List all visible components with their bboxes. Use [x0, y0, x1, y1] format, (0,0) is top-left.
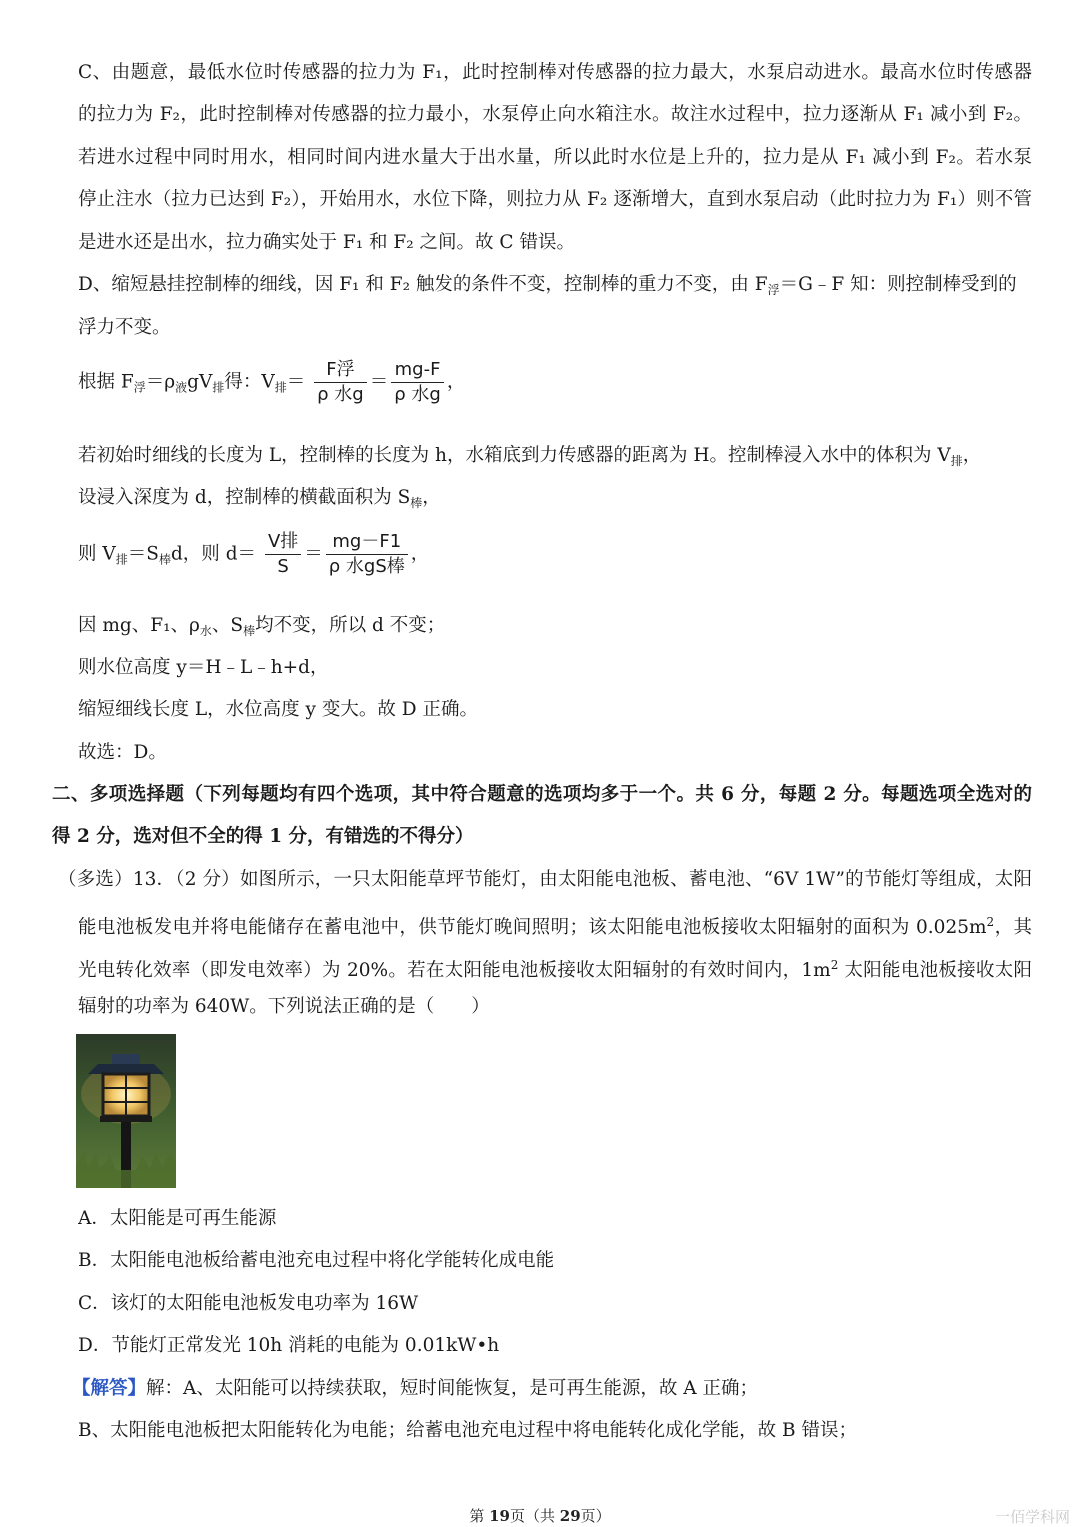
lamp-illustration: [76, 1034, 176, 1188]
text-line-c4: 停止注水（拉力已达到 F₂），开始用水，水位下降，则拉力从 F₂ 逐渐增大，直到水泵启动（此时拉力为 F₁）则不管: [78, 189, 1032, 210]
fraction-3: $\frac{\text{V排}}{S}$: [265, 530, 301, 579]
section-heading-line2: 得 2 分，选对但不全的得 1 分，有错选的不得分）: [52, 826, 474, 847]
page-number: 19: [489, 1507, 510, 1525]
text-line-l4: 则水位高度 y＝H﹣L﹣h+d，: [78, 657, 329, 678]
section-heading-line1: 二、多项选择题（下列每题均有四个选项，其中符合题意的选项均多于一个。共 6 分，每题 2 分。每题选项全选对的: [52, 784, 1032, 805]
answer-line2: B、太阳能电池板把太阳能转化为电能；给蓄电池充电过程中将电能转化成化学能，故 B 错误；: [78, 1420, 857, 1441]
text-line-l6: 故选：D。: [78, 742, 167, 763]
text-line-l5: 缩短细线长度 L，水位高度 y 变大。故 D 正确。: [78, 699, 478, 720]
text-line-c5: 是进水还是出水，拉力确实处于 F₁ 和 F₂ 之间。故 C 错误。: [78, 232, 575, 253]
fraction-1: $\frac{\text{F浮}}{\text{ρ 水g}}$: [314, 358, 367, 407]
answer-line1: 【解答】解：A、太阳能可以持续获取，短时间能恢复，是可再生能源，故 A 正确；: [72, 1378, 758, 1399]
option-a: A．太阳能是可再生能源: [78, 1208, 277, 1229]
option-b: B．太阳能电池板给蓄电池充电过程中将化学能转化成电能: [78, 1250, 555, 1271]
question-line1: （多选）13．（2 分）如图所示，一只太阳能草坪节能灯，由太阳能电池板、蓄电池、“6V 1W”的节能灯等组成，太阳: [58, 869, 1032, 890]
text-line-d2: 浮力不变。: [78, 317, 171, 338]
option-d: D．节能灯正常发光 10h 消耗的电能为 0.01kW•h: [78, 1335, 500, 1356]
answer-tag: 【解答】: [72, 1378, 147, 1399]
question-line3: 光电转化效率（即发电效率）为 20%。若在太阳能电池板接收太阳辐射的有效时间内，$1m^2$ 太阳能电池板接收太阳: [78, 958, 1032, 981]
page-footer: 第 19页（共 29页）: [469, 1507, 611, 1525]
text-line-d1: D、缩短悬挂控制棒的细线，因 F₁ 和 F₂ 触发的条件不变，控制棒的重力不变，由 $F_浮=G﹣F$ 知：则控制棒受到的: [78, 274, 1017, 297]
fraction-4: $\frac{mg-F1}{\text{ρ 水gS棒}}$: [326, 530, 408, 579]
text-line-c3: 若进水过程中同时用水，相同时间内进水量大于出水量，所以此时水位是上升的，拉力是从 F₁ 减小到 F₂。若水泵: [78, 147, 1032, 168]
text-line-l2: 设浸入深度为 d，控制棒的横截面积为 $S_棒$，: [78, 487, 441, 510]
text-line-l3: 因 mg、F₁、$\rho_水$、$S_棒$均不变，所以 d 不变；: [78, 615, 446, 638]
watermark: 一佰学科网: [994, 1508, 1070, 1526]
text-line-c1: C、由题意，最低水位时传感器的拉力为 F₁，此时控制棒对传感器的拉力最大，水泵启动进水。最高水位时传感器: [78, 62, 1032, 83]
fraction-2: $\frac{mg-F}{\text{ρ 水g}}$: [391, 358, 444, 407]
option-c: C．该灯的太阳能电池板发电功率为 16W: [78, 1293, 419, 1314]
solar-lamp-photo: [76, 1034, 176, 1188]
question-line2: 能电池板发电并将电能储存在蓄电池中，供节能灯晚间照明；该太阳能电池板接收太阳辐射的面积为 $0.025m^2$，其: [78, 915, 1032, 938]
question-line4: 辐射的功率为 640W。下列说法正确的是（ ）: [78, 996, 490, 1017]
page-total: 29: [559, 1507, 581, 1525]
text-line-c2: 的拉力为 F₂，此时控制棒对传感器的拉力最小，水泵停止向水箱注水。故注水过程中，拉力逐渐从 F₁ 减小到 F₂。: [78, 104, 1032, 125]
formula-buoyancy: 根据 $F_浮=\rho_液gV_排$得：$V_排=$ $\frac{\text{F浮}}{\text{ρ 水g}}$ ＝ $\frac{mg-F}{\text{ρ 水g}}$ ，: [78, 359, 466, 405]
text-line-l1: 若初始时细线的长度为 L，控制棒的长度为 h，水箱底到力传感器的距离为 H。控制棒浸入水中的体积为 $V_排$，: [78, 445, 982, 468]
formula-depth: 则 $V_排=S_棒d$，则 d＝ $\frac{\text{V排}}{S}$ ＝ $\frac{mg-F1}{\text{ρ 水gS棒}}$ ，: [78, 531, 430, 577]
